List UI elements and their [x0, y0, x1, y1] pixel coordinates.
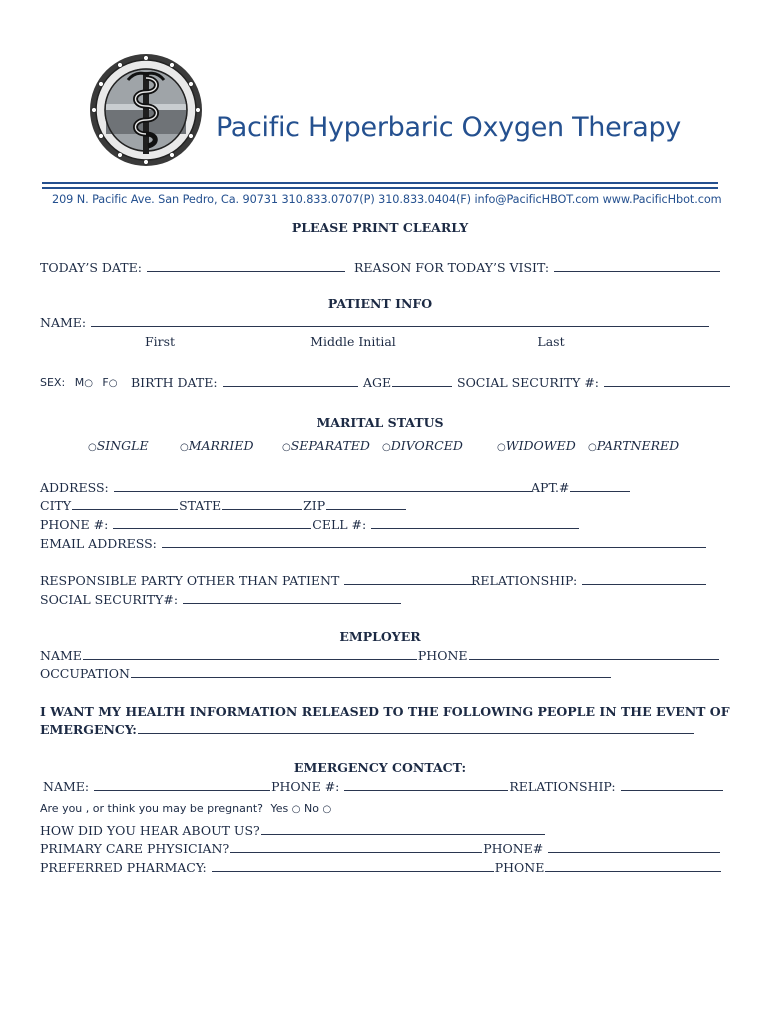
- birth-date-label: BIRTH DATE:: [131, 375, 218, 390]
- reason-row: [354, 260, 721, 275]
- ec-phone-field[interactable]: [344, 779, 508, 791]
- phone-label: PHONE #:: [40, 517, 109, 532]
- referral-label: HOW DID YOU HEAR ABOUT US?: [40, 823, 260, 838]
- rp-relationship-label: RELATIONSHIP:: [471, 573, 578, 588]
- release-statement-line2: EMERGENCY:: [40, 722, 137, 737]
- sex-f-radio[interactable]: ○: [108, 378, 118, 389]
- emergency-contact-row: [43, 779, 724, 794]
- marital-option-label: PARTNERED: [596, 438, 680, 453]
- city-field[interactable]: [72, 498, 178, 510]
- pcp-label: PRIMARY CARE PHYSICIAN?: [40, 841, 230, 856]
- rp-ssn-label: SOCIAL SECURITY#:: [40, 592, 179, 607]
- radio-icon: ○: [497, 442, 506, 453]
- ec-phone-label: PHONE #:: [271, 779, 340, 794]
- marital-option-label: SINGLE: [96, 438, 149, 453]
- cell-field[interactable]: [371, 517, 579, 529]
- rp-ssn-row: [40, 592, 402, 607]
- city-label: CITY: [40, 498, 72, 513]
- todays-date-field[interactable]: [147, 260, 345, 272]
- responsible-party-field[interactable]: [344, 573, 476, 585]
- clinic-contact-line: 209 N. Pacific Ave. San Pedro, Ca. 90731 310.833.0707(P) 310.833.0404(F) info@PacificHBOT.com www.PacificHbot.com: [52, 193, 722, 206]
- cell-label: CELL #:: [312, 517, 367, 532]
- ec-relationship-field[interactable]: [621, 779, 723, 791]
- name-last-caption: Last: [537, 334, 565, 349]
- pharmacy-phone-field[interactable]: [545, 860, 721, 872]
- pcp-phone-field[interactable]: [548, 841, 720, 853]
- address-row: [40, 480, 533, 495]
- age-label: AGE: [363, 375, 392, 390]
- email-row: [40, 536, 707, 551]
- ssn-row: [457, 375, 731, 390]
- occupation-field[interactable]: [131, 666, 611, 678]
- marital-option-partnered[interactable]: [588, 438, 679, 453]
- radio-icon: ○: [382, 442, 391, 453]
- pharmacy-field[interactable]: [212, 860, 494, 872]
- zip-label: ZIP: [303, 498, 326, 513]
- responsible-party-row: [40, 573, 477, 588]
- address-label: ADDRESS:: [40, 480, 109, 495]
- print-clearly-heading: PLEASE PRINT CLEARLY: [291, 220, 469, 235]
- pregnancy-no-radio[interactable]: ○: [322, 804, 332, 815]
- name-field[interactable]: [91, 315, 709, 327]
- age-row: [363, 375, 453, 390]
- marital-option-label: DIVORCED: [390, 438, 463, 453]
- apt-row: [531, 480, 631, 495]
- name-label: NAME:: [40, 315, 87, 330]
- ec-relationship-label: RELATIONSHIP:: [509, 779, 616, 794]
- rp-relationship-row: [471, 573, 707, 588]
- employer-phone-field[interactable]: [469, 648, 719, 660]
- sex-f-label: F: [102, 376, 109, 389]
- employer-phone-label: PHONE: [417, 648, 468, 663]
- sex-m-label: M: [74, 376, 85, 389]
- radio-icon: ○: [88, 442, 97, 453]
- marital-option-label: WIDOWED: [505, 438, 576, 453]
- ssn-field[interactable]: [604, 375, 730, 387]
- apt-field[interactable]: [570, 480, 630, 492]
- pregnancy-row: [40, 802, 331, 815]
- marital-status-heading: MARITAL STATUS: [316, 415, 444, 430]
- sex-m-radio[interactable]: ○: [84, 378, 93, 389]
- birth-date-row: [131, 375, 359, 390]
- phone-cell-row: [40, 517, 580, 532]
- state-field[interactable]: [222, 498, 302, 510]
- todays-date-label: TODAY’S DATE:: [40, 260, 142, 275]
- ec-name-label: NAME:: [43, 779, 90, 794]
- sex-row: [40, 376, 117, 389]
- radio-icon: ○: [180, 442, 189, 453]
- release-statement-row: [40, 722, 695, 737]
- email-field[interactable]: [162, 536, 706, 548]
- pharmacy-phone-label: PHONE: [494, 860, 545, 875]
- name-row: [40, 315, 710, 330]
- referral-field[interactable]: [261, 823, 545, 835]
- pcp-field[interactable]: [230, 841, 482, 853]
- reason-label: REASON FOR TODAY’S VISIT:: [354, 260, 550, 275]
- pregnancy-question: Are you , or think you may be pregnant?: [40, 802, 263, 815]
- marital-option-label: SEPARATED: [290, 438, 370, 453]
- employer-name-field[interactable]: [83, 648, 417, 660]
- emergency-contact-heading: EMERGENCY CONTACT:: [293, 760, 467, 775]
- name-middle-caption: Middle Initial: [310, 334, 396, 349]
- pcp-row: [40, 841, 721, 856]
- ec-name-field[interactable]: [94, 779, 270, 791]
- pregnancy-no-label: No: [303, 802, 319, 815]
- clinic-logo: [88, 52, 204, 168]
- birth-date-field[interactable]: [223, 375, 358, 387]
- phone-field[interactable]: [113, 517, 311, 529]
- rp-ssn-field[interactable]: [183, 592, 401, 604]
- employer-heading: EMPLOYER: [339, 629, 421, 644]
- occupation-label: OCCUPATION: [40, 666, 130, 681]
- radio-icon: ○: [588, 442, 597, 453]
- reason-field[interactable]: [554, 260, 720, 272]
- release-people-field[interactable]: [138, 722, 694, 734]
- sex-label: SEX:: [40, 376, 66, 389]
- marital-option-single[interactable]: [88, 438, 149, 453]
- marital-option-married[interactable]: [180, 438, 253, 453]
- marital-option-widowed[interactable]: [497, 438, 576, 453]
- marital-option-divorced[interactable]: [382, 438, 463, 453]
- pharmacy-label: PREFERRED PHARMACY:: [40, 860, 207, 875]
- email-label: EMAIL ADDRESS:: [40, 536, 157, 551]
- address-field[interactable]: [114, 480, 532, 492]
- age-field[interactable]: [392, 375, 452, 387]
- employer-row: [40, 648, 720, 663]
- pregnancy-yes-radio[interactable]: ○: [291, 804, 301, 815]
- header-rule-bottom: [42, 187, 718, 189]
- responsible-party-label: RESPONSIBLE PARTY OTHER THAN PATIENT: [40, 573, 340, 588]
- todays-date-row: [40, 260, 346, 275]
- clinic-name: Pacific Hyperbaric Oxygen Therapy: [216, 112, 681, 143]
- patient-info-heading: PATIENT INFO: [327, 296, 433, 311]
- occupation-row: [40, 666, 612, 681]
- city-state-zip-row: [40, 498, 407, 513]
- apt-label: APT.#: [531, 480, 570, 495]
- rp-relationship-field[interactable]: [582, 573, 706, 585]
- pregnancy-yes-label: Yes: [270, 802, 289, 815]
- state-label: STATE: [179, 498, 222, 513]
- release-statement-line1: I WANT MY HEALTH INFORMATION RELEASED TO THE FOLLOWING PEOPLE IN THE EVENT OF: [40, 704, 730, 719]
- referral-row: [40, 823, 546, 838]
- name-first-caption: First: [144, 334, 176, 349]
- ssn-label: SOCIAL SECURITY #:: [457, 375, 599, 390]
- marital-option-separated[interactable]: [282, 438, 370, 453]
- pharmacy-row: [40, 860, 722, 875]
- radio-icon: ○: [282, 442, 291, 453]
- pcp-phone-label: PHONE#: [483, 841, 544, 856]
- header-rule-top: [42, 182, 718, 184]
- marital-option-label: MARRIED: [188, 438, 254, 453]
- zip-field[interactable]: [326, 498, 406, 510]
- employer-name-label: NAME: [40, 648, 82, 663]
